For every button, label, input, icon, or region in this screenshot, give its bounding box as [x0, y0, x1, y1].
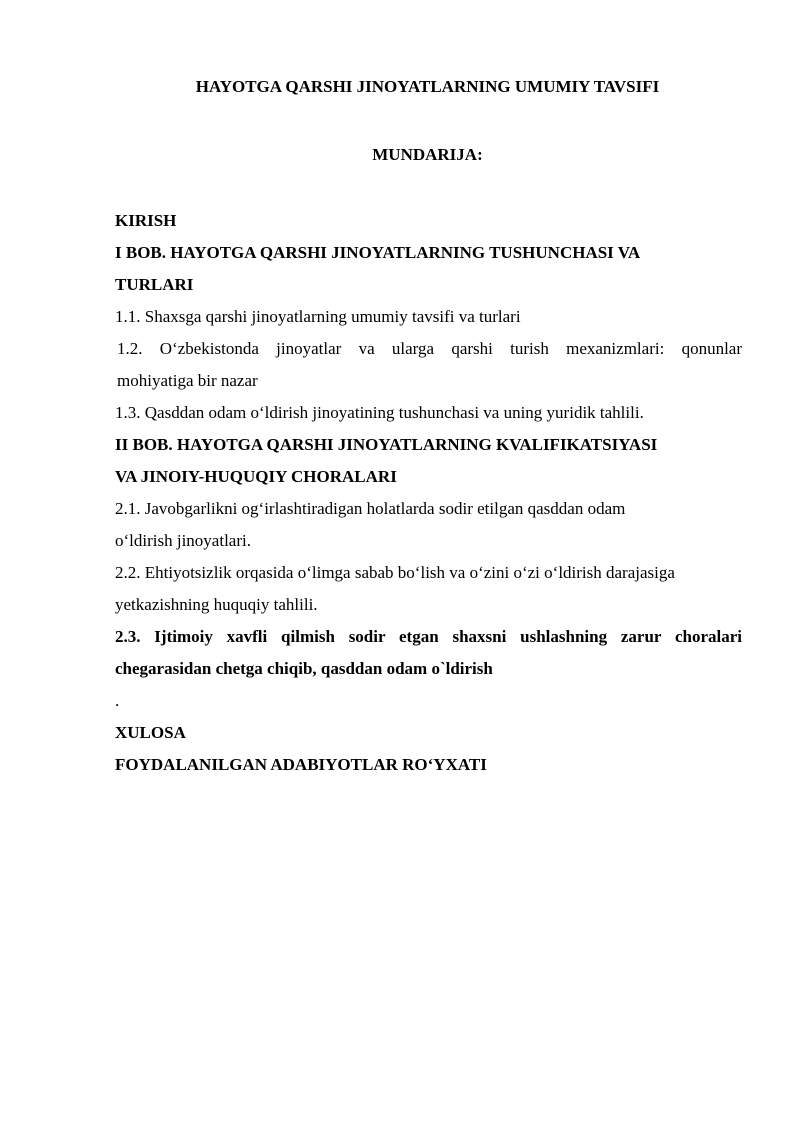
toc-section-2-2-line2: yetkazishning huquqiy tahlili.: [115, 595, 318, 614]
toc-intro: KIRISH: [115, 211, 177, 230]
toc-chapter1-line1: I BOB. HAYOTGA QARSHI JINOYATLARNING TUSHUNCHASI VA: [115, 243, 641, 262]
toc-dot: .: [115, 691, 120, 710]
toc-chapter2-line2: VA JINOIY-HUQUQIY CHORALARI: [115, 467, 397, 486]
toc-conclusion: XULOSA: [115, 723, 186, 742]
toc-section-1-2-line2: mohiyatiga bir nazar: [117, 371, 258, 390]
toc-references: FOYDALANILGAN ADABIYOTLAR RO‘YXATI: [115, 755, 487, 774]
document-title: HAYOTGA QARSHI JINOYATLARNING UMUMIY TAVSIFI: [195, 77, 660, 96]
toc-section-1-2-line1: 1.2. O‘zbekistonda jinoyatlar va ularga qarshi turish mexanizmlari: qonunlar: [117, 339, 742, 358]
toc-section-1-1: 1.1. Shaxsga qarshi jinoyatlarning umumiy tavsifi va turlari: [115, 307, 521, 326]
toc-heading: MUNDARIJA:: [372, 145, 483, 164]
toc-section-2-3-line2: chegarasidan chetga chiqib, qasddan odam o`ldirish: [115, 659, 493, 678]
toc-section-2-1-line2: o‘ldirish jinoyatlari.: [115, 531, 251, 550]
toc-chapter2-line1: II BOB. HAYOTGA QARSHI JINOYATLARNING KVALIFIKATSIYASI: [115, 435, 658, 454]
toc-section-1-3: 1.3. Qasddan odam o‘ldirish jinoyatining tushunchasi va uning yuridik tahlili.: [115, 403, 644, 422]
table-of-contents: [115, 205, 742, 781]
toc-section-2-1-line1: 2.1. Javobgarlikni og‘irlashtiradigan holatlarda sodir etilgan qasddan odam: [115, 499, 626, 518]
toc-section-2-2-line1: 2.2. Ehtiyotsizlik orqasida o‘limga sabab bo‘lish va o‘zini o‘zi o‘ldirish darajasiga: [115, 563, 675, 582]
toc-chapter1-line2: TURLARI: [115, 275, 194, 294]
toc-section-2-3-line1: 2.3. Ijtimoiy xavfli qilmish sodir etgan shaxsni ushlashning zarur choralari: [115, 627, 742, 646]
